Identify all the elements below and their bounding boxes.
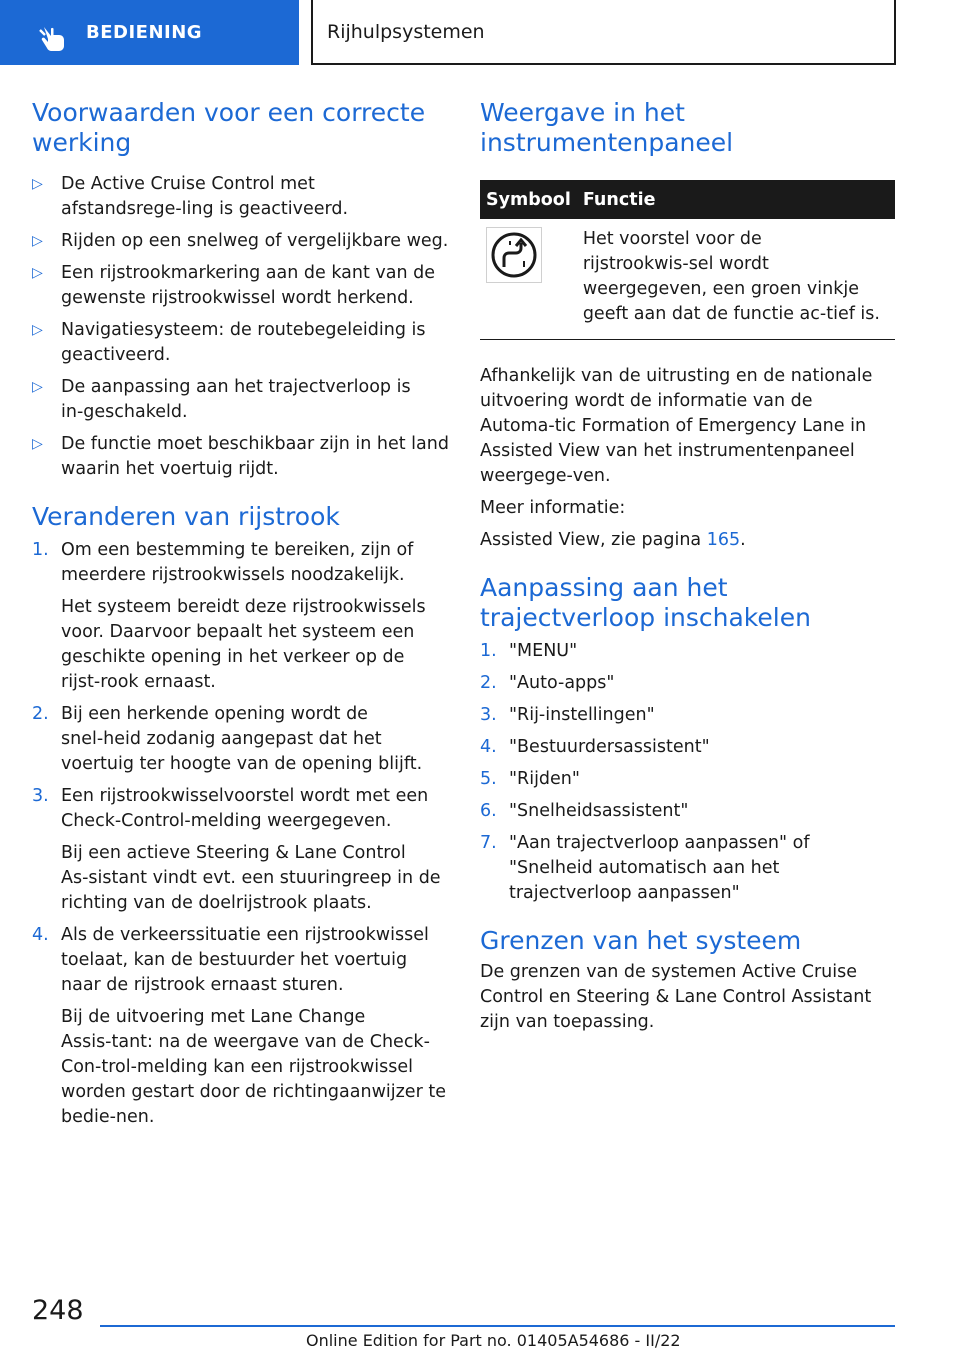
list-item: ▷ Navigatiesysteem: de routebegeleiding is geactiveerd. [32, 320, 426, 365]
right-column [480, 98, 898, 1042]
list-item: ▷ De Active Cruise Control met afstandsrege‑ling is geactiveerd. [32, 174, 349, 219]
step-item: 3. Een rijstrookwisselvoorstel wordt met een Check-Control-melding weergegeven. [32, 786, 429, 831]
triangle-bullet-icon: ▷ [32, 265, 43, 281]
table-header-row [480, 180, 895, 219]
chapter-tab [311, 0, 896, 65]
step-detail: Bij een actieve Steering & Lane Control As‑sistant vindt evt. een stuuringreep in de richting van de doelrijstrook plaats. [61, 843, 441, 913]
step-item: 1. "MENU" [480, 641, 578, 661]
symbol-frame [486, 227, 542, 283]
paragraph: Meer informatie: [480, 498, 626, 518]
page-number: 248 [32, 1295, 84, 1326]
step-item: 3. "Rij-instellingen" [480, 705, 655, 725]
triangle-bullet-icon: ▷ [32, 379, 43, 395]
step-detail: Het systeem bereidt deze rijstrookwissels voor. Daarvoor bepaalt het systeem een geschikte opening in het verkeer op de rijst‑rook ernaast. [61, 597, 426, 692]
step-item: 1. Om een bestemming te bereiken, zijn of meerdere rijstrookwissels noodzakelijk. [32, 540, 414, 585]
paragraph: De grenzen van de systemen Active Cruise Control en Steering & Lane Control Assistant zijn van toepassing. [480, 962, 872, 1032]
list-item: ▷ De functie moet beschikbaar zijn in het land waarin het voertuig rijdt. [32, 434, 449, 479]
triangle-bullet-icon: ▷ [32, 436, 43, 452]
left-column [32, 98, 450, 1137]
list-item: ▷ Rijden op een snelweg of vergelijkbare weg. [32, 229, 450, 254]
list-item: ▷ Een rijstrookmarkering aan de kant van de gewenste rijstrookwissel wordt herkend. [32, 263, 436, 308]
step-item: 4. "Bestuurdersassistent" [480, 737, 710, 757]
step-item: 6. "Snelheidsassistent" [480, 801, 689, 821]
step-detail: Bij de uitvoering met Lane Change Assis‑tant: na de weergave van de Check-Con‑trol-melding kan een rijstrookwissel worden gestart door de richtingaanwijzer te bedie‑nen. [61, 1007, 446, 1127]
page-link[interactable]: 165 [706, 530, 741, 550]
table-header-function: Functie [577, 180, 895, 219]
heading-enable-adaptation: Aanpassing aan het trajectverloop inschakelen [480, 573, 811, 632]
pointing-hand-icon [38, 24, 68, 54]
footer-edition: Online Edition for Part no. 01405A54686 - II/22 [306, 1331, 681, 1350]
heading-conditions: Voorwaarden voor een correcte werking [32, 98, 426, 157]
function-cell: Het voorstel voor de rijstrookwis‑sel wordt weergegeven, een groen vinkje geeft aan dat de functie ac‑tief is. [577, 219, 895, 340]
section-title: BEDIENING [86, 22, 203, 43]
symbol-cell [480, 219, 577, 340]
triangle-bullet-icon: ▷ [32, 322, 43, 338]
step-item: 7. "Aan trajectverloop aanpassen" of "Snelheid automatisch aan het trajectverloop aanpassen" [480, 833, 810, 903]
lane-change-icon [490, 231, 538, 279]
paragraph: Assisted View, zie pagina 165. [480, 530, 746, 550]
footer-divider [100, 1325, 895, 1327]
step-item: 2. "Auto-apps" [480, 673, 615, 693]
list-item: ▷ De aanpassing aan het trajectverloop is in‑geschakeld. [32, 377, 411, 422]
triangle-bullet-icon: ▷ [32, 233, 43, 249]
chapter-title: Rijhulpsystemen [327, 20, 485, 43]
section-tab [0, 0, 299, 65]
triangle-bullet-icon: ▷ [32, 176, 43, 192]
heading-system-limits: Grenzen van het systeem [480, 926, 802, 955]
heading-lane-change: Veranderen van rijstrook [32, 502, 340, 531]
heading-display: Weergave in het instrumentenpaneel [480, 98, 734, 157]
symbol-table [480, 180, 895, 340]
step-item: 5. "Rijden" [480, 769, 580, 789]
paragraph: Afhankelijk van de uitrusting en de nationale uitvoering wordt de informatie van de Automa‑tic Formation of Emergency Lane in Assisted View van het instrumentenpaneel weergege‑ven. [480, 366, 873, 486]
step-item: 4. Als de verkeerssituatie een rijstrookwissel toelaat, kan de bestuurder het voertuig naar de rijstrook ernaast sturen. [32, 925, 429, 995]
table-header-symbol: Symbool [480, 180, 577, 219]
table-row [480, 219, 895, 340]
step-item: 2. Bij een herkende opening wordt de snel‑heid zodanig aangepast dat het voertuig ter hoogte van de opening blijft. [32, 704, 423, 774]
